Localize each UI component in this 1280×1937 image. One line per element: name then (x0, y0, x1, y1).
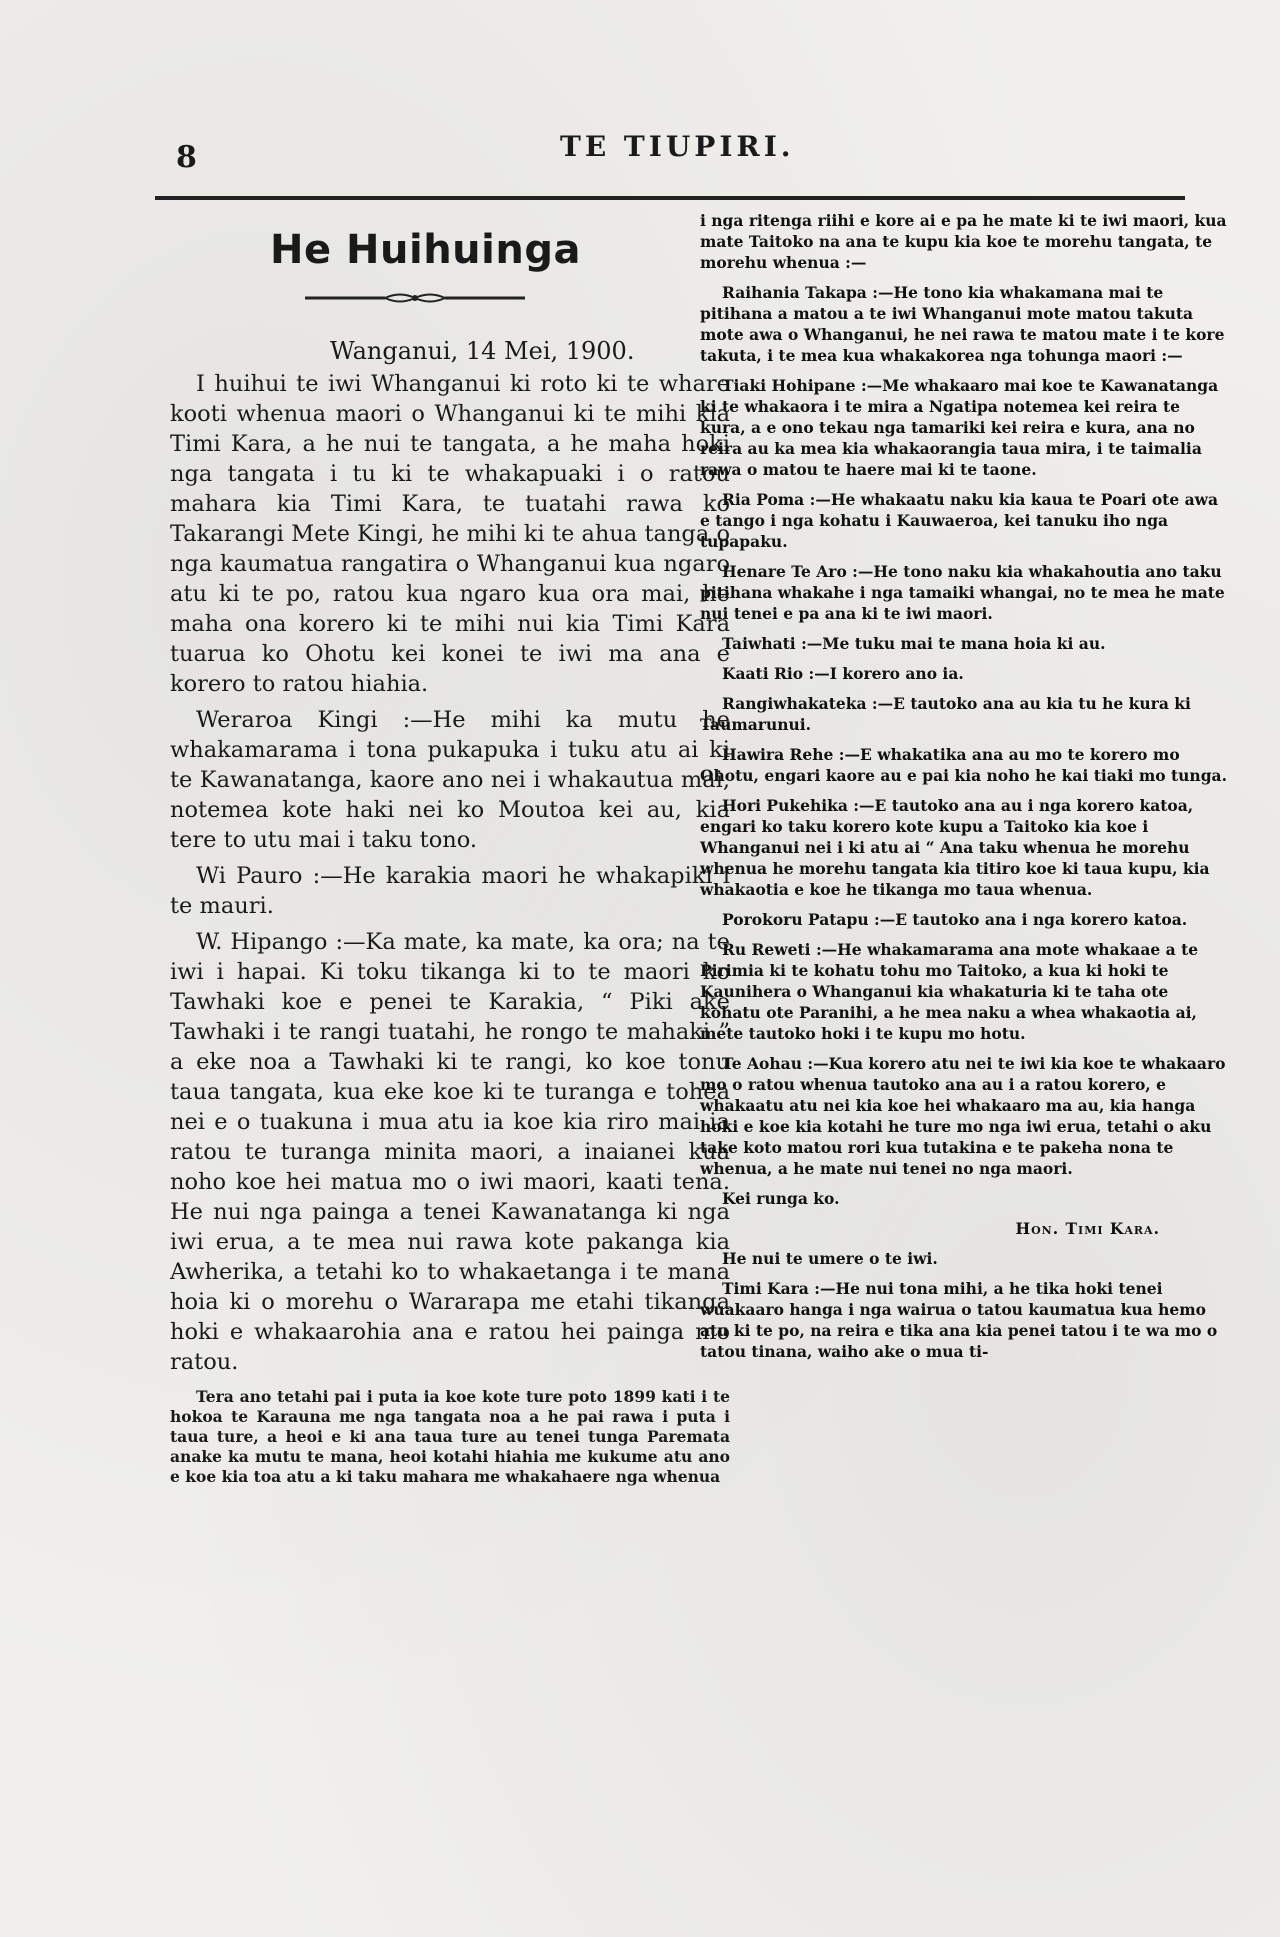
article-title: He Huihuinga (270, 227, 581, 273)
speaker-paragraph: Porokoru Patapu :—E tautoko ana i nga korero katoa. (722, 910, 1188, 929)
speaker-paragraph: Hori Pukehika :—E tautoko ana au i nga korero katoa, engari ko taku korero kote kupu a Taitoko kia koe i Whanganui nei i ki atu ai “ Ana taku whenua he morehu whenua he morehu tangata kia titiro koe ki taua kupu, kia whakaotia e koe he tikanga mo taua whenua. (700, 796, 1210, 899)
speaker-paragraph: Raihania Takapa :—He tono kia whakamana mai te pitihana a matou a te iwi Whanganui mote matou takuta mote awa o Whanganui, he nei rawa te matou mate i te kore takuta, i te mea kua whakakorea nga tohunga maori :— (700, 283, 1225, 365)
left-column (170, 215, 730, 1503)
speaker-paragraph: Tiaki Hohipane :—Me whakaaro mai koe te Kawanatanga ki te whakaora i te mira a Ngatipa notemea kei reira te kura, a e ono tekau nga tamariki kei reira e kura, ana no reira au ka mea kia whakaorangia taua mira, i te taimalia rawa o matou te haere mai ki te taone. (700, 376, 1219, 479)
speaker-paragraph: Rangiwhakateka :—E tautoko ana au kia tu he kura ki Taumarunui. (700, 694, 1191, 734)
after-signature: He nui te umere o te iwi. (722, 1249, 938, 1268)
title-ornament-icon (305, 291, 525, 305)
speaker-paragraph: Henare Te Aro :—He tono naku kia whakahoutia ano taku pitihana whakahe i nga tamaiki whangai, no te mea he mate nui tenei e pa ana ki te iwi maori. (700, 562, 1225, 623)
running-head: TE TIUPIRI. (560, 130, 795, 163)
header-rule (155, 196, 1185, 200)
speaker-paragraph: Hawira Rehe :—E whakatika ana au mo te korero mo Ohotu, engari kaore au e pai kia noho he kai tiaki mo tunga. (700, 745, 1227, 785)
small-paragraph: Tera ano tetahi pai i puta ia koe kote ture poto 1899 kati i te hokoa te Karauna me nga tangata noa a he pai rawa i puta i taua ture, a heoi e ki ana taua ture au tenei tunga Paremata anake ka mutu te mana, heoi kotahi hiahia me kukume atu ano e koe kia toa atu a ki taku mahara me whakahaere nga whenua (170, 1387, 730, 1486)
speaker-paragraph: Te Aohau :—Kua korero atu nei te iwi kia koe te whakaaro mo o ratou whenua tautoko ana au i a ratou korero, e whakaatu atu nei kia koe hei whakaaro ma au, kia hanga hoki e koe kia kotahi he ture mo nga iwi erua, tetahi o aku take koto matou rori kua tutakina e te pakeha nona te whenua, a he mate nui tenei no nga maori. (700, 1054, 1226, 1178)
body-paragraph: Weraroa Kingi :—He mihi ka mutu he whakamarama i tona pukapuka i tuku atu ai ki te Kawanatanga, kaore ano nei i whakautua mai, notemea kote haki nei ko Moutoa kei au, kia tere to utu mai i taku tono. (170, 707, 730, 853)
page-number: 8 (176, 140, 197, 175)
right-column (700, 210, 1230, 1371)
speaker-paragraph: Kaati Rio :—I korero ano ia. (722, 664, 964, 683)
body-paragraph: W. Hipango :—Ka mate, ka mate, ka ora; na te iwi i hapai. Ki toku tikanga ki to te maori ko Tawhaki koe e penei te Karakia, “ Piki ake Tawhaki i te rangi tuatahi, he rongo te mahaki ” a eke noa a Tawhaki ki te rangi, ko koe tonu taua tangata, kua eke koe ki te turanga e tohea nei e o tuakuna i mua atu ia koe kia riro mai ia ratou te turanga minita maori, a inaianei kua noho koe hei matua mo o iwi maori, kaati tena. He nui nga painga a tenei Kawanatanga ki nga iwi erua, a te mea nui rawa kote pakanga kia Awherika, a tetahi ko to whakaetanga i te mana hoia ki o morehu o Wararapa me etahi tikanga hoki e whakaarohia ana e ratou hei painga mo ratou. (170, 929, 730, 1375)
speaker-paragraph: Ru Reweti :—He whakamarama ana mote whakaae a te Pirimia ki te kohatu tohu mo Taitoko, a kua ki hoki te Kaunihera o Whanganui kia whakaturia ki te taha ote kohatu ote Paranihi, a he mea naku a whea whakaotia ai, mete tautoko hoki i te kupu mo hotu. (700, 940, 1199, 1043)
closing-line: Kei runga ko. (722, 1189, 840, 1208)
dateline: Wanganui, 14 Mei, 1900. (330, 337, 635, 365)
speaker-paragraph: Ria Poma :—He whakaatu naku kia kaua te Poari ote awa e tango i nga kohatu i Kauwaeroa, kei tanuku iho nga tupapaku. (700, 490, 1219, 551)
speaker-paragraph: Taiwhati :—Me tuku mai te mana hoia ki au. (722, 634, 1106, 653)
continued-paragraph: i nga ritenga riihi e kore ai e pa he mate ki te iwi maori, kua mate Taitoko na ana te kupu kia koe te morehu tangata, te morehu whenua :— (700, 211, 1227, 272)
body-paragraph: I huihui te iwi Whanganui ki roto ki te whare kooti whenua maori o Whanganui ki te mihi kia Timi Kara, a he nui te tangata, a he maha hoki nga tangata i tu ki te whakapuaki i o ratou mahara kia Timi Kara, te tuatahi rawa ko Takarangi Mete Kingi, he mihi ki te ahua tanga o nga kaumatua rangatira o Whanganui kua ngaro atu ki te po, ratou kua ngaro kua ora mai, he maha ona korero ki te mihi nui kia Timi Kara tuarua ko Ohotu kei konei te iwi ma ana e korero to ratou hiahia. (170, 371, 730, 697)
signature: Hon. Timi Kara. (1015, 1219, 1160, 1238)
final-paragraph: Timi Kara :—He nui tona mihi, a he tika hoki tenei wuakaaro hanga i nga wairua o tatou kaumatua kua hemo atu ki te po, na reira e tika ana kia penei tatou i te wa mo o tatou tinana, waiho ake o mua ti- (700, 1279, 1218, 1361)
body-paragraph: Wi Pauro :—He karakia maori he whakapiki i te mauri. (170, 863, 730, 919)
